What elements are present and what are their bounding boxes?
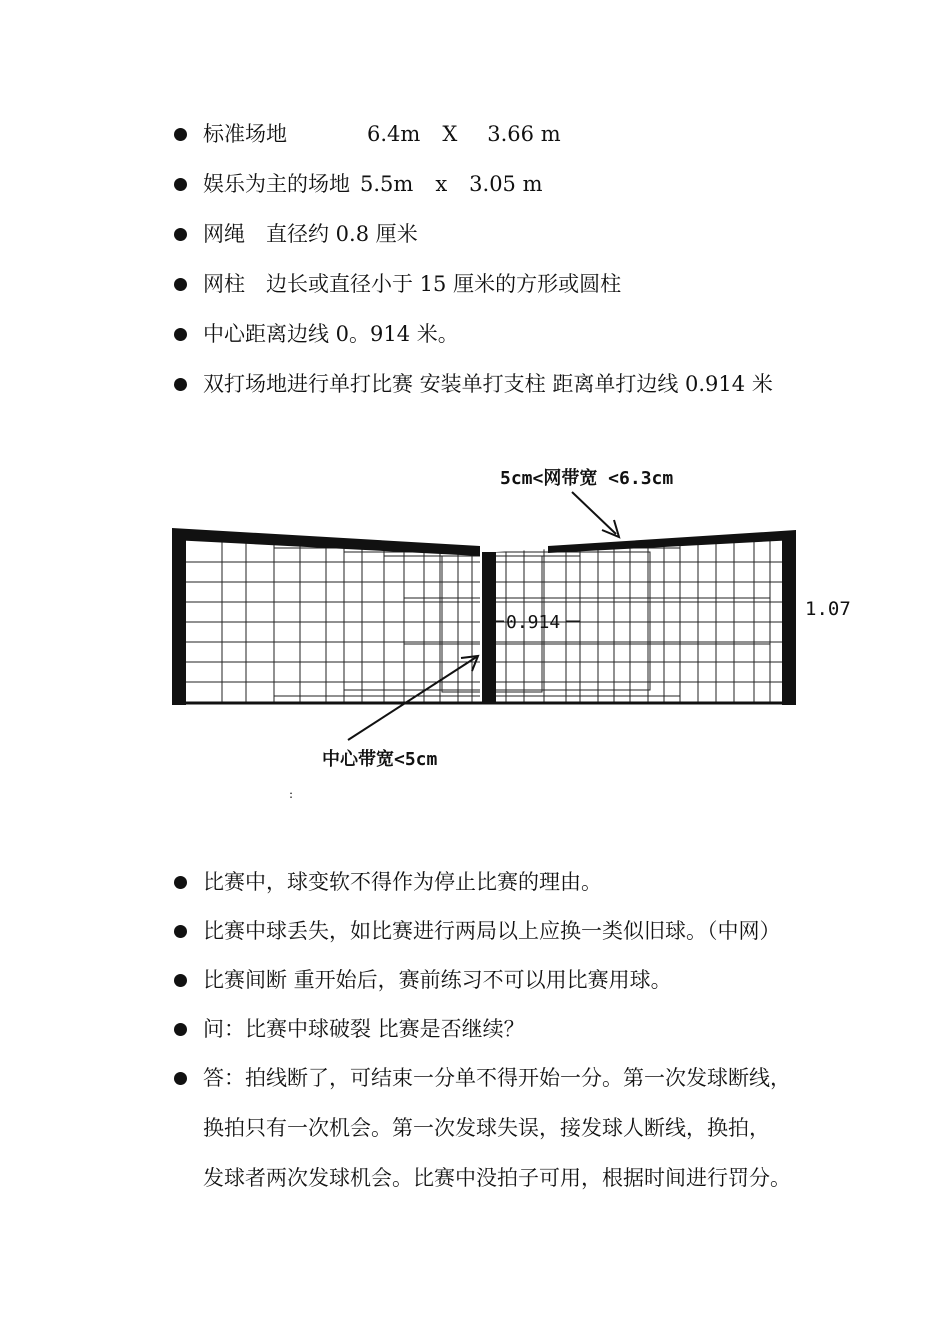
bullet-icon <box>174 278 187 291</box>
answer-line: 换拍只有一次机会。第一次发球失误，接发球人断线，换拍， <box>203 1116 770 1140</box>
item-text: 网柱 边长或直径小于 15 厘米的方形或圆柱 <box>203 272 622 296</box>
item-value: 6.4m <box>367 122 421 146</box>
item-separator: x <box>435 172 448 196</box>
bullet-icon <box>174 876 187 889</box>
item-label: 标准场地 <box>203 122 287 146</box>
list-item <box>172 870 791 894</box>
list-item <box>172 968 791 992</box>
list-item <box>172 272 773 296</box>
rules-list-bottom <box>172 870 791 1215</box>
item-text: 中心距离边线 0。914 米。 <box>203 322 459 346</box>
item-label: 娱乐为主的场地 <box>203 172 350 196</box>
list-item <box>172 322 773 346</box>
net-tape-right <box>548 530 796 553</box>
net-diagram <box>0 440 950 820</box>
answer-item <box>172 1066 791 1190</box>
item-text: 问：比赛中球破裂 比赛是否继续？ <box>203 1017 525 1041</box>
tape-width-label: 5cm<网带宽 <6.3cm <box>500 468 674 489</box>
center-strap-label: 中心带宽<5cm <box>322 749 438 770</box>
item-value: 5.5m <box>360 172 414 196</box>
item-value: 3.05 m <box>469 172 543 196</box>
center-strap <box>482 552 496 704</box>
center-height-label: 0.914 <box>506 612 561 633</box>
post-height-label: 1.07 <box>805 598 851 620</box>
left-net-post <box>172 530 186 705</box>
bullet-icon <box>174 925 187 938</box>
item-text: 比赛中球丢失，如比赛进行两局以上应换一类似旧球。（中网） <box>203 919 781 943</box>
rules-list-top <box>172 122 773 422</box>
answer-line: 发球者两次发球机会。比赛中没拍子可用，根据时间进行罚分。 <box>203 1166 791 1190</box>
bullet-icon <box>174 328 187 341</box>
bullet-icon <box>174 378 187 391</box>
item-text: 比赛间断 重开始后，赛前练习不可以用比赛用球。 <box>203 968 672 992</box>
list-item <box>172 222 773 246</box>
item-text: 网绳 直径约 0.8 厘米 <box>203 222 418 246</box>
item-text: 比赛中，球变软不得作为停止比赛的理由。 <box>203 870 602 894</box>
bullet-icon <box>174 1023 187 1036</box>
bullet-icon <box>174 228 187 241</box>
tape-pointer-arrow <box>572 492 616 534</box>
bullet-icon <box>174 974 187 987</box>
stray-mark: : <box>289 787 294 801</box>
list-item <box>172 919 791 943</box>
bullet-icon <box>174 1072 187 1085</box>
item-text: 双打场地进行单打比赛 安装单打支柱 距离单打边线 0.914 米 <box>203 372 773 396</box>
bullet-icon <box>174 128 187 141</box>
list-item <box>172 172 773 196</box>
list-item <box>172 1017 791 1041</box>
right-net-post <box>782 532 796 705</box>
answer-line: 答：拍线断了，可结束一分单不得开始一分。第一次发球断线， <box>203 1066 791 1090</box>
list-item <box>172 372 773 396</box>
bullet-icon <box>174 178 187 191</box>
item-value: 3.66 m <box>487 122 561 146</box>
list-item <box>172 122 773 146</box>
item-separator: X <box>442 122 458 146</box>
